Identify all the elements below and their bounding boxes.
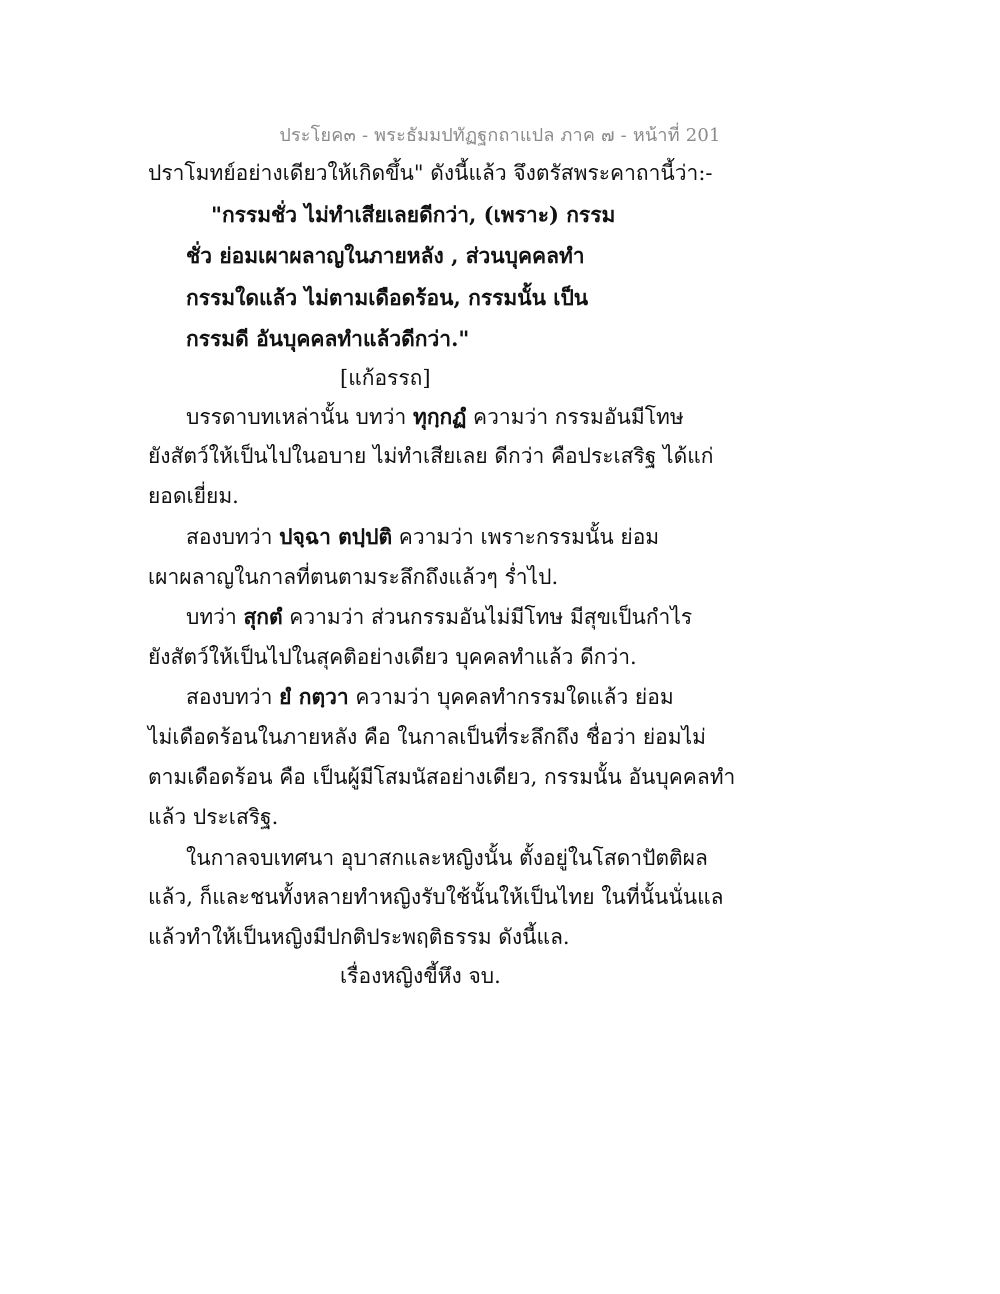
- page-header: ประโยค๓ - พระธัมมปทัฏฐกถาแปล ภาค ๗ - หน้าที่ 201: [279, 125, 721, 146]
- story-end-title: เรื่องหญิงขี้หึง จบ.: [340, 964, 501, 988]
- paragraph-2-line-1: [186, 522, 659, 552]
- text-run: บทว่า: [186, 605, 244, 629]
- section-title: [แก้อรรถ]: [340, 366, 431, 390]
- paragraph-3-line-2: ยังสัตว์ให้เป็นไปในสุคติอย่างเดียว บุคคลทำแล้ว ดีกว่า.: [148, 645, 637, 669]
- paragraph-1-line-1: [186, 402, 684, 432]
- paragraph-1-line-3: ยอดเยี่ยม.: [148, 484, 239, 508]
- verse-line-3: กรรมใดแล้ว ไม่ตามเดือดร้อน, กรรมนั้น เป็น: [186, 285, 589, 310]
- text-run: สองบทว่า: [186, 525, 280, 549]
- pali-term: ปจฺฉา ตปฺปติ: [279, 524, 393, 549]
- paragraph-2-line-2: เผาผลาญในกาลที่ตนตามระลึกถึงแล้วๆ ร่ำไป.: [148, 565, 559, 589]
- paragraph-3-line-1: [186, 602, 692, 632]
- pali-term: ทุกฺกฏํ: [413, 404, 467, 429]
- text-run: ความว่า กรรมอันมีโทษ: [466, 405, 684, 429]
- paragraph-4-line-1: [186, 682, 674, 712]
- pali-term: ยํ กตฺวา: [279, 684, 349, 709]
- verse-line-4: กรรมดี อันบุคคลทำแล้วดีกว่า.": [186, 326, 470, 351]
- text-run: ความว่า เพราะกรรมนั้น ย่อม: [392, 525, 660, 549]
- text-run: สองบทว่า: [186, 685, 280, 709]
- text-run: ความว่า บุคคลทำกรรมใดแล้ว ย่อม: [348, 685, 674, 709]
- intro-line: ปราโมทย์อย่างเดียวให้เกิดขึ้น" ดังนี้แล้ว จึงตรัสพระคาถานี้ว่า:-: [148, 161, 713, 185]
- paragraph-4-line-4: แล้ว ประเสริฐ.: [148, 805, 279, 829]
- verse-line-1: "กรรมชั่ว ไม่ทำเสียเลยดีกว่า, (เพราะ) กรรม: [211, 202, 616, 227]
- paragraph-5-line-1: ในกาลจบเทศนา อุบาสกและหญิงนั้น ตั้งอยู่ในโสดาปัตติผล: [186, 846, 708, 870]
- paragraph-4-line-2: ไม่เดือดร้อนในภายหลัง คือ ในกาลเป็นที่ระลึกถึง ชื่อว่า ย่อมไม่: [148, 725, 707, 749]
- paragraph-1-line-2: ยังสัตว์ให้เป็นไปในอบาย ไม่ทำเสียเลย ดีกว่า คือประเสริฐ ได้แก่: [148, 444, 714, 468]
- paragraph-5-line-3: แล้วทำให้เป็นหญิงมีปกติประพฤติธรรม ดังนี้แล.: [148, 925, 570, 949]
- verse-line-2: ชั่ว ย่อมเผาผลาญในภายหลัง , ส่วนบุคคลทำ: [186, 243, 585, 268]
- text-run: บรรดาบทเหล่านั้น บทว่า: [186, 405, 413, 429]
- paragraph-4-line-3: ตามเดือดร้อน คือ เป็นผู้มีโสมนัสอย่างเดียว, กรรมนั้น อันบุคคลทำ: [148, 765, 736, 789]
- text-run: ความว่า ส่วนกรรมอันไม่มีโทษ มีสุขเป็นกำไร: [282, 605, 693, 629]
- paragraph-5-line-2: แล้ว, ก็และชนทั้งหลายทำหญิงรับใช้นั้นให้เป็นไทย ในที่นั้นนั่นแล: [148, 885, 724, 909]
- pali-term: สุกตํ: [243, 604, 283, 629]
